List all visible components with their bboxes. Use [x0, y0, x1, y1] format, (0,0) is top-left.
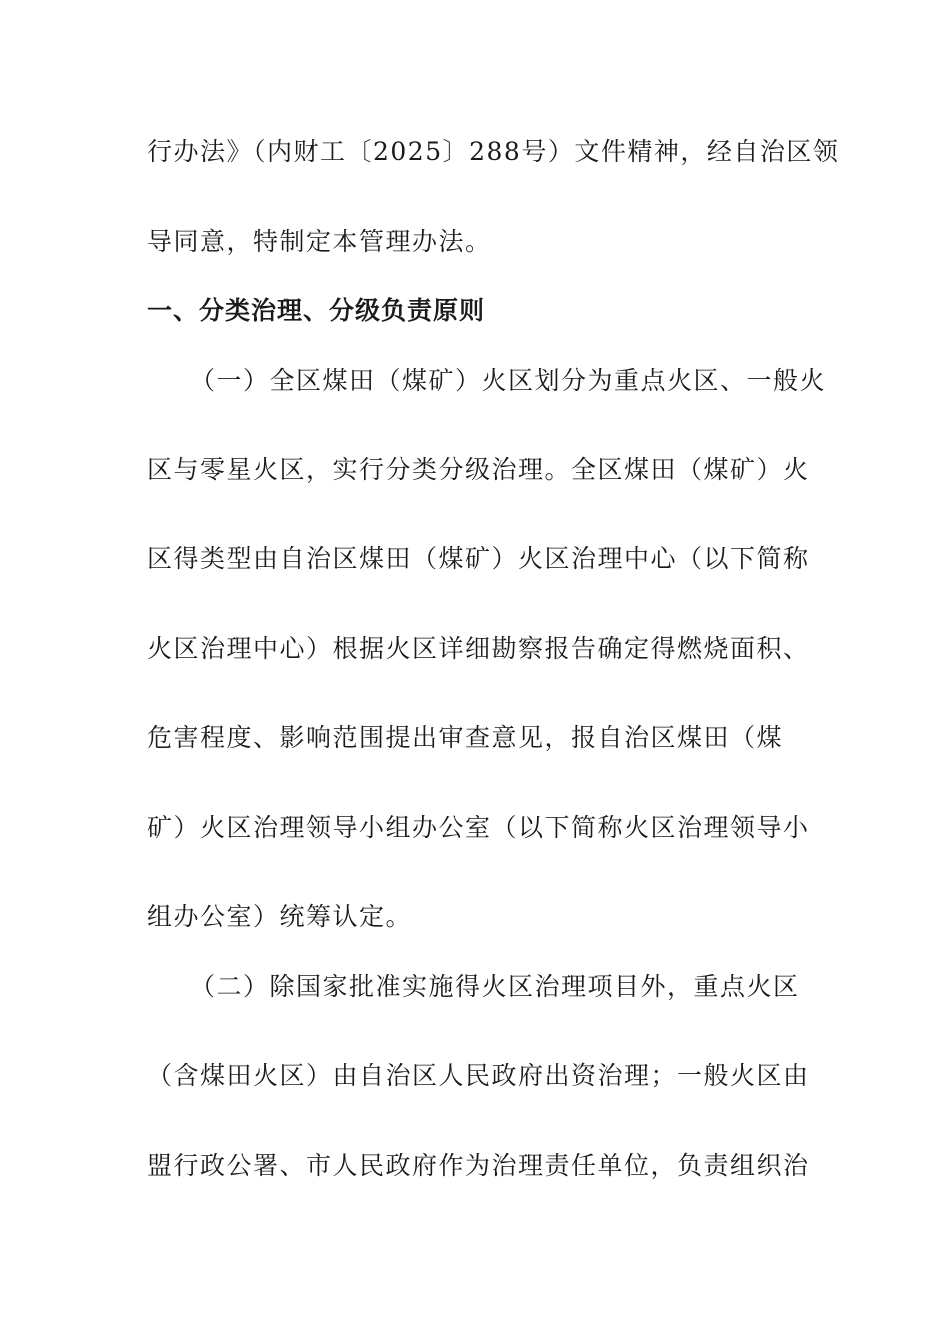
- body-text-line: 组办公室）统筹认定。: [147, 902, 413, 931]
- body-text-line: 盟行政公署、市人民政府作为治理责任单位，负责组织治: [147, 1151, 810, 1180]
- body-text-line: 区得类型由自治区煤田（煤矿）火区治理中心（以下简称: [147, 544, 810, 573]
- paragraph-first-line: （二）除国家批准实施得火区治理项目外，重点火区: [190, 972, 800, 1001]
- body-text-line: 导同意，特制定本管理办法。: [147, 227, 492, 256]
- body-text-line: 火区治理中心）根据火区详细勘察报告确定得燃烧面积、: [147, 634, 810, 663]
- body-text-line: （含煤田火区）由自治区人民政府出资治理；一般火区由: [147, 1061, 810, 1090]
- body-text-line: 行办法》（内财工〔2025〕288号）文件精神，经自治区领: [147, 137, 840, 166]
- section-heading: 一、分类治理、分级负责原则: [147, 296, 486, 325]
- body-text-line: 危害程度、影响范围提出审查意见，报自治区煤田（煤: [147, 723, 784, 752]
- body-text-line: 矿）火区治理领导小组办公室（以下简称火区治理领导小: [147, 813, 810, 842]
- paragraph-first-line: （一）全区煤田（煤矿）火区划分为重点火区、一般火: [190, 366, 827, 395]
- body-text-line: 区与零星火区，实行分类分级治理。全区煤田（煤矿）火: [147, 455, 810, 484]
